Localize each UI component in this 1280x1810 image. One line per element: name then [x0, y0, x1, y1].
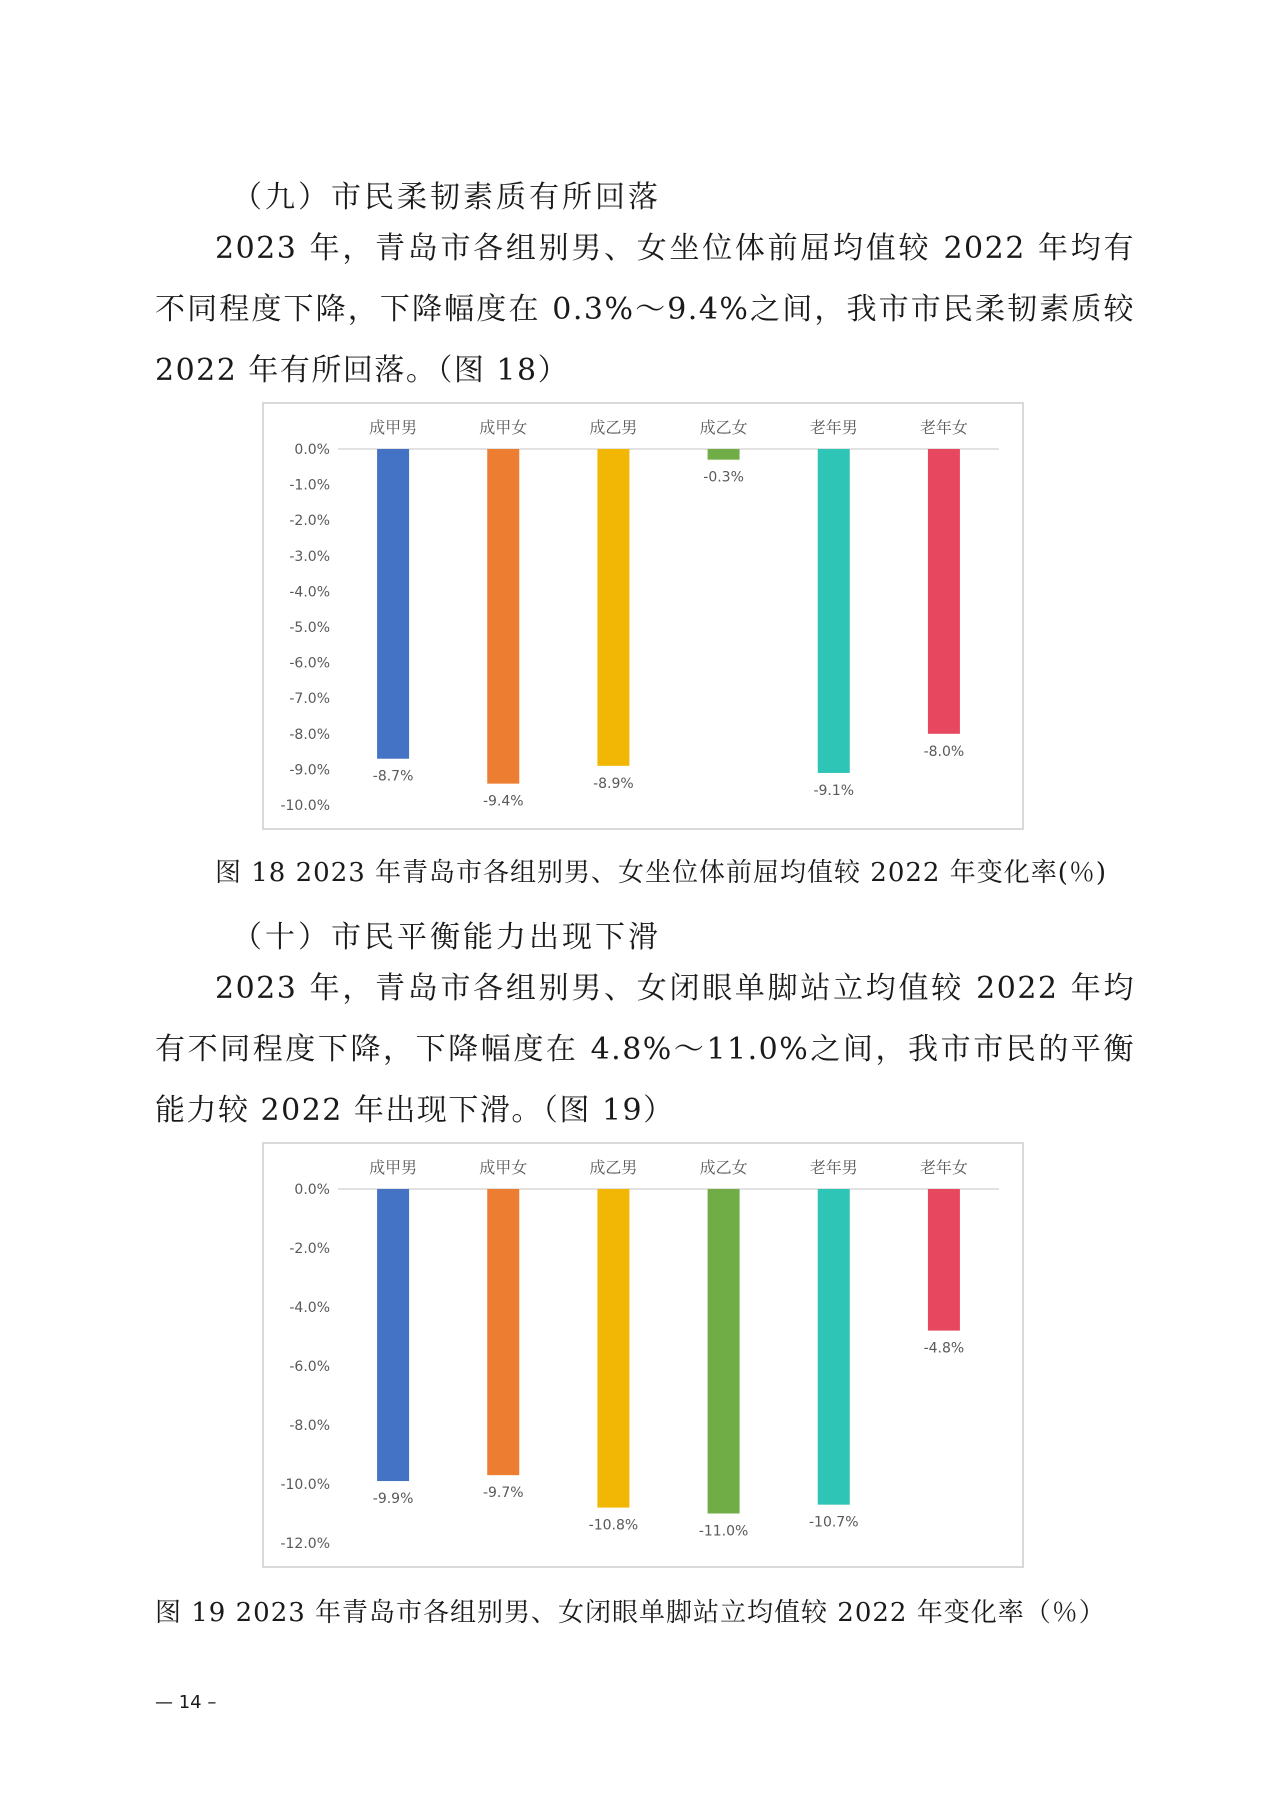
bar-成甲女	[487, 1189, 519, 1475]
figure-19-caption: 图 19 2023 年青岛市各组别男、女闭眼单脚站立均值较 2022 年变化率（％）	[155, 1598, 1106, 1628]
figure-18-caption: 图 18 2023 年青岛市各组别男、女坐位体前屈均值较 2022 年变化率(％)	[215, 858, 1108, 888]
category-label: 成乙男	[589, 1158, 638, 1177]
bar-成乙男	[597, 449, 629, 766]
y-tick-label: -9.0%	[289, 762, 330, 779]
data-label: -4.8%	[923, 1340, 965, 1357]
y-tick-label: -1.0%	[289, 477, 330, 494]
bar-老年男	[818, 449, 850, 773]
category-label: 成乙女	[699, 418, 748, 437]
bar-成乙女	[708, 1189, 740, 1514]
section-paragraph-9: 2023 年，青岛市各组别男、女坐位体前屈均值较 2022 年均有不同程度下降，下降幅度在 0.3%～9.4%之间，我市市民柔韧素质较 2022 年有所回落。（图 18）	[155, 231, 1135, 388]
data-label: -9.1%	[813, 782, 855, 799]
data-label: -9.7%	[482, 1485, 524, 1502]
bar-成甲男	[377, 449, 409, 759]
data-label: -10.7%	[808, 1514, 859, 1531]
category-label: 老年女	[919, 418, 968, 437]
y-tick-label: -10.0%	[280, 798, 330, 814]
section-heading-9: （九）市民柔韧素质有所回落	[232, 180, 661, 215]
y-tick-label: -12.0%	[280, 1536, 330, 1552]
category-label: 成乙男	[589, 418, 638, 437]
bar-成甲女	[487, 449, 519, 784]
category-label: 成甲男	[369, 1158, 418, 1177]
category-label: 成乙女	[699, 1158, 748, 1177]
data-label: -10.8%	[588, 1517, 639, 1534]
category-label: 老年男	[809, 418, 858, 437]
y-tick-label: -5.0%	[289, 620, 330, 636]
bar-成乙男	[597, 1189, 629, 1508]
category-label: 老年女	[919, 1158, 968, 1177]
category-label: 成甲女	[479, 1158, 528, 1177]
data-label: -8.0%	[923, 743, 965, 760]
section-heading-10: （十）市民平衡能力出现下滑	[232, 920, 661, 955]
data-label: -8.7%	[372, 768, 414, 785]
data-label: -0.3%	[703, 469, 744, 486]
category-label: 成甲女	[479, 418, 528, 437]
bar-成乙女	[708, 449, 740, 460]
chart-19	[264, 1144, 1022, 1566]
chart-18-frame	[262, 402, 1024, 830]
chart-18	[264, 404, 1022, 828]
data-label: -9.4%	[482, 793, 524, 810]
y-tick-label: -10.0%	[280, 1477, 330, 1493]
data-label: -9.9%	[372, 1491, 414, 1508]
y-tick-label: -4.0%	[289, 1300, 330, 1316]
bar-老年男	[818, 1189, 850, 1505]
y-tick-label: -6.0%	[289, 1359, 330, 1375]
bar-老年女	[928, 1189, 960, 1331]
chart-19-frame	[262, 1142, 1024, 1568]
y-tick-label: 0.0%	[294, 1182, 330, 1198]
y-tick-label: -7.0%	[289, 691, 330, 708]
y-tick-label: -4.0%	[289, 584, 330, 601]
y-tick-label: -3.0%	[289, 548, 330, 565]
y-tick-label: -8.0%	[289, 1418, 330, 1434]
category-label: 成甲男	[369, 418, 418, 437]
y-tick-label: -2.0%	[289, 513, 330, 530]
bar-老年女	[928, 449, 960, 734]
y-tick-label: -6.0%	[289, 655, 330, 672]
bar-成甲男	[377, 1189, 409, 1481]
page-number: — 14 –	[155, 1692, 217, 1713]
data-label: -11.0%	[698, 1523, 749, 1540]
section-paragraph-10: 2023 年，青岛市各组别男、女闭眼单脚站立均值较 2022 年均有不同程度下降，下降幅度在 4.8%～11.0%之间，我市市民的平衡能力较 2022 年出现下滑。（图 19）	[155, 971, 1135, 1128]
y-tick-label: 0.0%	[294, 442, 330, 458]
category-label: 老年男	[809, 1158, 858, 1177]
data-label: -8.9%	[593, 775, 634, 792]
y-tick-label: -2.0%	[289, 1241, 330, 1257]
y-tick-label: -8.0%	[289, 726, 330, 743]
